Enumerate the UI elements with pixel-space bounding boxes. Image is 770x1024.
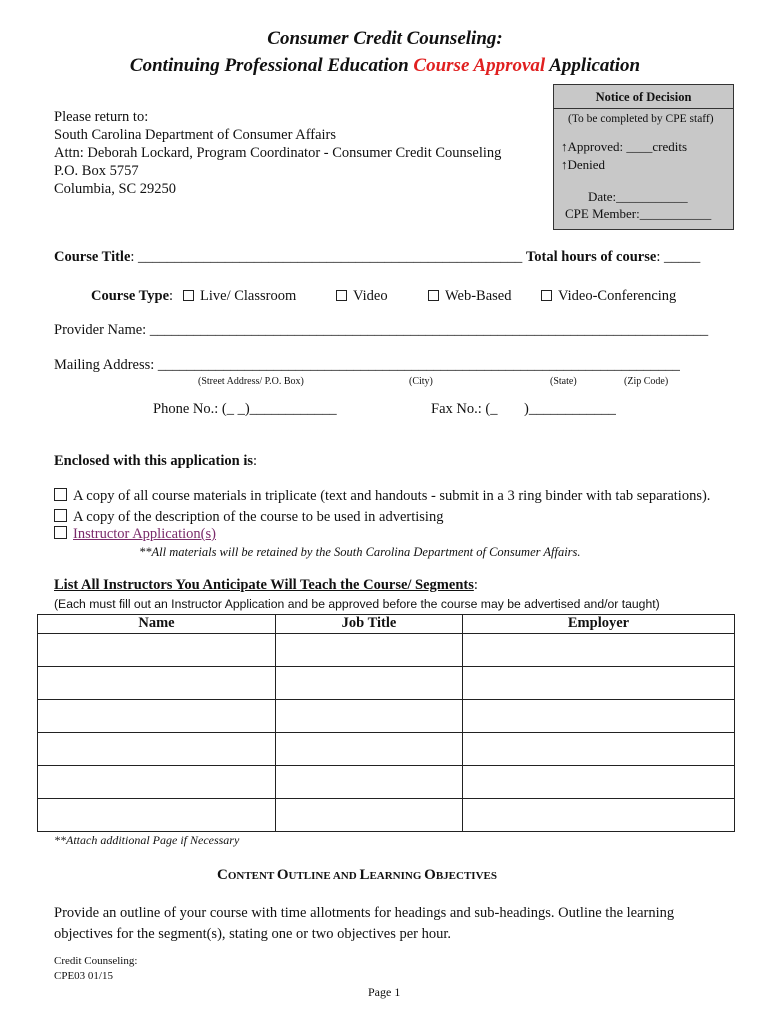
footer-form-label: Credit Counseling: bbox=[54, 955, 138, 967]
instructor-application-link[interactable]: Instructor Application(s) bbox=[73, 526, 216, 542]
table-row bbox=[38, 667, 735, 700]
cell-input[interactable] bbox=[463, 799, 735, 832]
decision-denied bbox=[561, 157, 605, 173]
instructors-subnote: (Each must fill out an Instructor Application and be approved before the course may be advertised and/or taught) bbox=[54, 597, 660, 611]
return-line: Columbia, SC 29250 bbox=[54, 181, 177, 197]
course-title-field[interactable]: : _____________________________________________________ bbox=[130, 249, 523, 265]
provider-name-field[interactable]: Provider Name: _____________________________________________________________________________ bbox=[54, 322, 709, 338]
checkbox-live[interactable] bbox=[183, 290, 194, 301]
page-number: Page 1 bbox=[368, 985, 401, 999]
title-prefix: Continuing Professional Education bbox=[129, 55, 414, 76]
denied-option[interactable]: Denied bbox=[567, 157, 606, 172]
cell-input[interactable] bbox=[276, 700, 463, 733]
state-caption: (State) bbox=[550, 376, 577, 387]
return-line: South Carolina Department of Consumer Affairs bbox=[54, 127, 337, 143]
arrow-up-icon: ↑ bbox=[561, 139, 568, 154]
city-caption: (City) bbox=[409, 376, 433, 387]
cell-input[interactable] bbox=[463, 634, 735, 667]
checkbox-course-materials[interactable] bbox=[54, 488, 67, 501]
cell-input[interactable] bbox=[38, 733, 276, 766]
type-option-video[interactable]: Video bbox=[336, 288, 388, 305]
cell-input[interactable] bbox=[463, 667, 735, 700]
cell-input[interactable] bbox=[276, 799, 463, 832]
street-caption: (Street Address/ P.O. Box) bbox=[198, 376, 304, 387]
fax-field-number[interactable]: )____________ bbox=[524, 401, 616, 417]
instructors-table bbox=[37, 614, 735, 832]
checkbox-video[interactable] bbox=[336, 290, 347, 301]
table-row bbox=[38, 634, 735, 667]
table-row bbox=[38, 700, 735, 733]
outline-instructions-line2: objectives for the segment(s), stating one or two objectives per hour. bbox=[54, 926, 452, 942]
return-address-block bbox=[54, 108, 501, 198]
course-type-label: Course Type bbox=[91, 288, 170, 304]
instructors-heading: List All Instructors You Anticipate Will Teach the Course/ Segments: bbox=[54, 577, 478, 593]
title-suffix: Application bbox=[545, 55, 641, 76]
column-header-employer: Employer bbox=[463, 615, 735, 634]
checkbox-video-conferencing[interactable] bbox=[541, 290, 552, 301]
type-option-live[interactable]: Live/ Classroom bbox=[183, 288, 296, 305]
return-line: Please return to: bbox=[54, 109, 149, 125]
decision-approved bbox=[561, 139, 687, 155]
table-row bbox=[38, 733, 735, 766]
table-row bbox=[38, 766, 735, 799]
outline-instructions-line1: Provide an outline of your course with time allotments for headings and sub-headings. Outline the learning bbox=[54, 905, 675, 921]
cell-input[interactable] bbox=[276, 634, 463, 667]
cell-input[interactable] bbox=[38, 634, 276, 667]
table-header-row bbox=[38, 615, 735, 634]
cpe-member-field[interactable]: CPE Member:___________ bbox=[565, 206, 712, 221]
arrow-up-icon: ↑ bbox=[561, 157, 568, 172]
decision-note: (To be completed by CPE staff) bbox=[568, 113, 714, 125]
zip-caption: (Zip Code) bbox=[624, 376, 669, 387]
enclosed-item: A copy of the description of the course to be used in advertising bbox=[54, 509, 443, 526]
course-title-row bbox=[54, 249, 700, 266]
cell-input[interactable] bbox=[276, 766, 463, 799]
outline-heading: CONTENT OUTLINE AND LEARNING OBJECTIVES bbox=[217, 867, 497, 883]
total-hours-label: Total hours of course bbox=[525, 249, 657, 265]
type-option-web[interactable]: Web-Based bbox=[428, 288, 511, 305]
cell-input[interactable] bbox=[38, 700, 276, 733]
checkbox-instructor-application[interactable] bbox=[54, 526, 67, 539]
materials-retained-note: **All materials will be retained by the South Carolina Department of Consumer Affairs. bbox=[139, 545, 581, 559]
attach-note: **Attach additional Page if Necessary bbox=[54, 833, 240, 847]
cell-input[interactable] bbox=[38, 667, 276, 700]
notice-of-decision-box bbox=[553, 84, 734, 230]
decision-heading: Notice of Decision bbox=[554, 85, 733, 109]
form-title-line1: Consumer Credit Counseling: bbox=[267, 28, 503, 49]
column-header-name: Name bbox=[38, 615, 276, 634]
enclosed-heading: Enclosed with this application is: bbox=[54, 453, 258, 469]
cell-input[interactable] bbox=[463, 700, 735, 733]
enclosed-item: A copy of all course materials in triplicate (text and handouts - submit in a 3 ring binder with tab separations). bbox=[54, 488, 710, 505]
title-highlight: Course Approval bbox=[413, 55, 546, 76]
checkbox-web-based[interactable] bbox=[428, 290, 439, 301]
return-line: Attn: Deborah Lockard, Program Coordinator - Consumer Credit Counseling bbox=[54, 145, 502, 161]
checkbox-course-description[interactable] bbox=[54, 509, 67, 522]
phone-field[interactable]: Phone No.: (_ _)____________ bbox=[153, 401, 337, 417]
mailing-address-field[interactable]: Mailing Address: ________________________________________________________________________ bbox=[54, 357, 680, 373]
cell-input[interactable] bbox=[463, 733, 735, 766]
table-row bbox=[38, 799, 735, 832]
footer-form-code: CPE03 01/15 bbox=[54, 970, 113, 982]
form-title-line2 bbox=[0, 55, 770, 77]
column-header-job-title: Job Title bbox=[276, 615, 463, 634]
approved-credits-field[interactable]: Approved: ____credits bbox=[567, 139, 688, 154]
fax-field-area[interactable]: Fax No.: (_ bbox=[431, 401, 498, 417]
cell-input[interactable] bbox=[463, 766, 735, 799]
course-title-label: Course Title bbox=[54, 249, 131, 265]
cell-input[interactable] bbox=[276, 667, 463, 700]
cell-input[interactable] bbox=[38, 766, 276, 799]
course-type-row: Course Type: bbox=[91, 288, 174, 304]
enclosed-item bbox=[54, 526, 216, 543]
decision-date-field[interactable]: Date:___________ bbox=[588, 189, 688, 204]
total-hours-field[interactable]: : _____ bbox=[656, 249, 701, 265]
type-option-videoconf[interactable]: Video-Conferencing bbox=[541, 288, 676, 305]
cell-input[interactable] bbox=[38, 799, 276, 832]
cell-input[interactable] bbox=[276, 733, 463, 766]
return-line: P.O. Box 5757 bbox=[54, 163, 139, 179]
